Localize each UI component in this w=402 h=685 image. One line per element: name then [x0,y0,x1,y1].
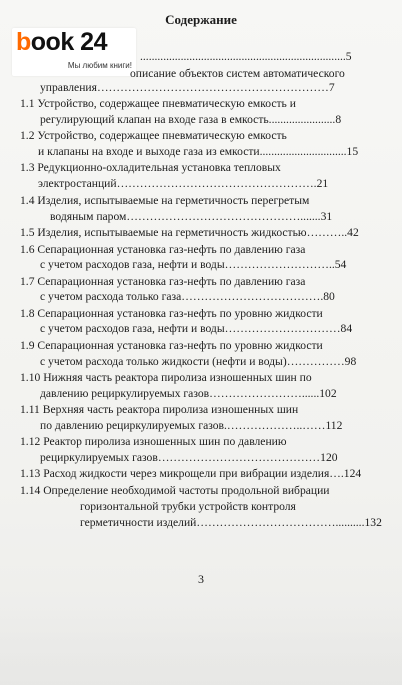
page-number: 3 [198,572,204,586]
logo-tagline: Мы любим книги! [67,61,132,70]
toc-line: с учетом расходов газа, нефти и воды…………………………84 [40,322,353,335]
toc-line: водяным паром……………………………………….......31 [50,210,333,223]
toc-line: 1.4 Изделия, испытываемые на герметичность перегретым [20,194,310,207]
toc-line: 1.2 Устройство, содержащее пневматическую емкость [20,129,287,142]
toc-line: с учетом расхода только жидкости (нефти и воды)……………98 [40,355,357,368]
toc-line: 1.12 Реактор пиролиза изношенных шин по давлению [20,435,287,448]
toc-line: горизонтальной трубки устройств контроля [80,500,296,513]
toc-line: 1.13 Расход жидкости через микрощели при вибрации изделия….124 [20,467,362,480]
toc-line: регулирующий клапан на входе газа в емкость.......................8 [40,113,342,126]
toc-line: 1.10 Нижняя часть реактора пиролиза изношенных шин по [20,371,312,384]
toc-line: управления……………………………………………………7 [40,81,335,94]
toc-line: 1.8 Сепарационная установка газ-нефть по уровню жидкости [20,307,323,320]
toc-line: по давлению рециркулируемых газов.………………..……112 [40,419,343,432]
toc-line: описание объектов систем автоматического [130,67,345,80]
toc-line: 1.1 Устройство, содержащее пневматическую емкость и [20,97,296,110]
toc-line: 1.14 Определение необходимой частоты продольной вибрации [20,484,330,497]
toc-line: 1.5 Изделия, испытываемые на герметичность жидкостью………..42 [20,226,359,239]
toc-line: 1.11 Верхняя часть реактора пиролиза изношенных шин [20,403,299,416]
toc-line: герметичности изделий………………………………..........132 [80,516,382,529]
toc-line: с учетом расхода только газа……………………………….80 [40,290,335,303]
toc-line: давлению рециркулируемых газов……………………......102 [40,387,337,400]
toc-line: 1.3 Редукционно-охладительная установка тепловых [20,161,281,174]
toc-line: и клапаны на входе и выходе газа из емкости..............................15 [38,145,359,158]
toc-line: .......................................................................5 [140,50,352,63]
page-shadow [0,600,402,685]
toc-line: электростанций…………………………………………….21 [38,177,329,190]
toc-line: 1.9 Сепарационная установка газ-нефть по уровню жидкости [20,339,323,352]
toc-line: с учетом расходов газа, нефти и воды………………………..54 [40,258,347,271]
toc-line: рециркулируемых газов……………………………………120 [40,451,338,464]
toc-line: 1.6 Сепарационная установка газ-нефть по давлению газа [20,243,306,256]
page-title: Содержание [165,12,237,27]
logo-wordmark: book 24 [16,28,107,56]
toc-line: 1.7 Сепарационная установка газ-нефть по давлению газа [20,275,306,288]
